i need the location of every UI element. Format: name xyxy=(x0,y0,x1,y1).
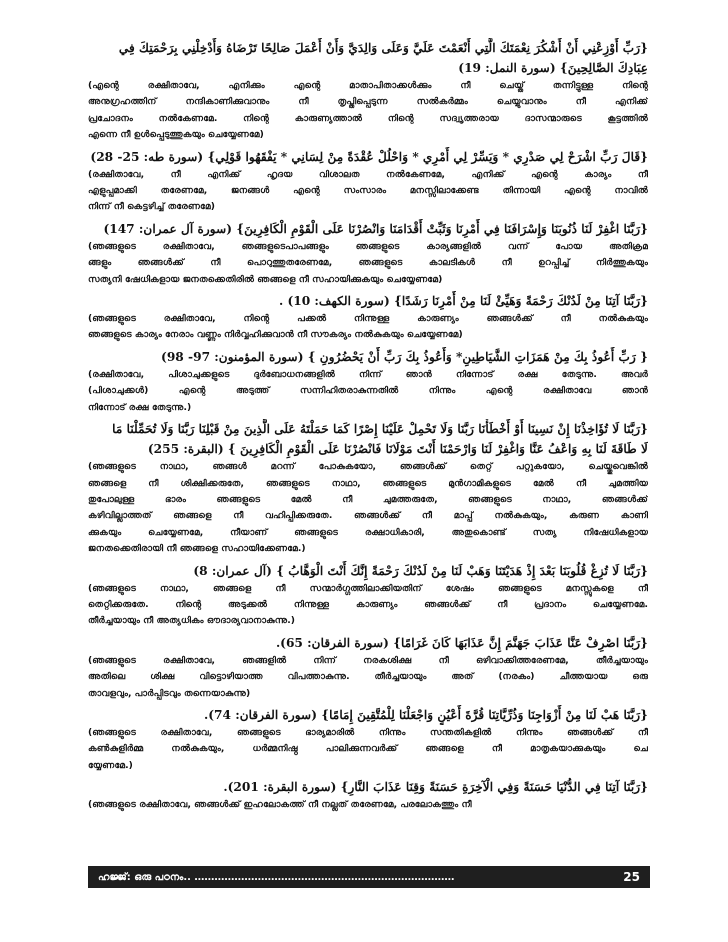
dua-block xyxy=(88,291,648,347)
malayalam-translation xyxy=(88,459,648,557)
translation-line: കഴിവില്ലാത്തത് ഞങ്ങളെ നീ വഹിപ്പിക്കരുതേ. ഞങ്ങൾക്ക് നീ മാപ്പ് നൽകുകയും, കരുണ കാണി xyxy=(88,510,648,522)
translation-line: (രക്ഷിതാവേ, പിശാചുക്കളുടെ ദുർബോധനങ്ങളിൽ നിന്ന് ഞാൻ നിന്നോട് രക്ഷ തേടുന്നു. അവർ xyxy=(88,368,648,380)
arabic-verse-line: {رَبَّنَا آتِنَا فِي الدُّنْيَا حَسَنَةً وَفِي الْآخِرَةِ حَسَنَةً وَقِنَا عَذَابَ النَّارِ} (سورة البقرة: 201). xyxy=(223,780,648,795)
malayalam-translation xyxy=(88,725,648,774)
dua-block xyxy=(88,561,648,633)
dua-block xyxy=(88,777,648,816)
malayalam-translation xyxy=(88,167,648,216)
translation-line: (ഞങ്ങളുടെ രക്ഷിതാവേ, ഞങ്ങളുടെ ഭാര്യമാരിൽ നിന്നും സന്തതികളിൽ നിന്നും ഞങ്ങൾക്ക് നീ xyxy=(88,726,648,738)
translation-line: തീർച്ചയായും നീ അത്യധികം ഔദാര്യവാനാകുന്നു.) xyxy=(88,615,295,627)
translation-line: (രക്ഷിതാവേ, നീ എനിക്ക് ഹൃദയ വിശാലത നൽകേണമേ, എനിക്ക് എന്റെ കാര്യം നീ xyxy=(88,168,648,180)
malayalam-translation xyxy=(88,367,648,416)
translation-line: ക്കുകയും ചെയ്യേണമേ, നീയാണ് ഞങ്ങളുടെ രക്ഷാധികാരി, അതുകൊണ്ട് സത്യ നിഷേധികളായ xyxy=(88,526,648,538)
dua-block xyxy=(88,38,648,147)
translation-line: നിന്ന് നീ കെട്ടഴിച്ച് തരേണമേ) xyxy=(88,201,215,213)
translation-line: (ഞങ്ങളുടെ നാഥാ, ഞങ്ങൾ മറന്ന് പോകുകയോ, ഞങ്ങൾക്ക് തെറ്റ് പറ്റുകയോ, ചെയ്തുവെങ്കിൽ xyxy=(88,461,648,473)
translation-line: യ്യേണമേ.) xyxy=(88,759,133,771)
arabic-verse-line: {رَبَّنَا هَبْ لَنَا مِنْ أَزْوَاجِنَا وَذُرِّيَّاتِنَا قُرَّةَ أَعْيُنٍ وَاجْعَلْنَا لِلْمُتَّقِينَ إِمَامًا} (سورة الفرقان: 74). xyxy=(204,707,648,722)
translation-line: താവളവും, പാർപ്പിടവും തന്നെയാകുന്നു) xyxy=(88,687,251,699)
translation-line: അനുഗ്രഹത്തിന് നന്ദികാണിക്കുവാനും നീ തൃപ്തിപ്പെടുന്ന സൽകർമ്മം ചെയ്യുവാനും നീ എനിക്ക് xyxy=(88,96,648,108)
translation-line: ഞങ്ങളെ നീ ശിക്ഷിക്കരുതേ, ഞങ്ങളുടെ നാഥാ, ഞങ്ങളുടെ മുൻഗാമികളുടെ മേൽ നീ ചുമത്തിയ xyxy=(88,477,648,489)
dua-block xyxy=(88,147,648,219)
malayalam-translation xyxy=(88,239,648,288)
translation-line: (ഞങ്ങളുടെ രക്ഷിതാവേ, ഞങ്ങൾക്ക് ഇഹലോകത്ത് നീ നല്ലത് തരേണമേ, പരലോകത്തും നീ xyxy=(88,799,472,811)
translation-line: എളുപ്പമാക്കി തരേണമേ, ജനങ്ങൾ എന്റെ സംസാരം മനസ്സിലാക്കേണ്ട തിന്നായി എന്റെ നാവിൽ xyxy=(88,185,648,197)
arabic-verse-line: {قَالَ رَبِّ اشْرَحْ لِي صَدْرِي * وَيَسِّرْ لِي أَمْرِي * وَاحْلُلْ عُقْدَةً مِنْ لِسَانِي * يَفْقَهُوا قَوْلِي} (سورة طه: 25- 28) xyxy=(90,149,648,164)
dua-block xyxy=(88,347,648,419)
arabic-verse-line: {رَبِّ أَوْزِعْنِي أَنْ أَشْكُرَ نِعْمَتَكَ الَّتِي أَنْعَمْتَ عَلَيَّ وَعَلَى وَالِدَيَّ وَأَنْ أَعْمَلَ صَالِحًا تَرْضَاهُ وَأَدْخِلْنِي بِرَحْمَتِكَ فِي xyxy=(118,41,648,55)
malayalam-translation xyxy=(88,581,648,630)
arabic-verse-line: {رَبَّنَا لَا تُزِغْ قُلُوبَنَا بَعْدَ إِذْ هَدَيْتَنَا وَهَبْ لَنَا مِنْ لَدُنْكَ رَحْمَةً إِنَّكَ أَنْتَ الْوَهَّابُ } (آل عمران: 8) xyxy=(193,563,648,578)
arabic-verse-line: { رَبِّ أَعُوذُ بِكَ مِنْ هَمَزَاتِ الشَّيَاطِينِ* وَأَعُوذُ بِكَ رَبِّ أَنْ يَحْضُرُونِ } (سورة المؤمنون: 97- 98) xyxy=(161,349,648,364)
arabic-verse-line: {رَبَّنَا آتِنَا مِنْ لَدُنْكَ رَحْمَةً وَهَيِّئْ لَنَا مِنْ أَمْرِنَا رَشَدًا} (سورة الكهف: 10) . xyxy=(278,294,648,309)
arabic-verse-line: عِبَادِكَ الصَّالِحِينَ} (سورة النمل: 19) xyxy=(458,61,648,75)
translation-line: (പിശാചുക്കൾ) എന്റെ അടുത്ത് സന്നിഹിതരാകുന്നതിൽ നിന്നും എന്റെ രക്ഷിതാവേ ഞാൻ xyxy=(88,385,648,397)
dua-block xyxy=(88,705,648,777)
footer-title: ഹജ്ജ്: ഒരു പഠനം.. …………………………………………………………………… xyxy=(98,871,455,883)
translation-line: (ഞങ്ങളുടെ രക്ഷിതാവേ, നിന്റെ പക്കൽ നിന്നുള്ള കാരുണ്യം ഞങ്ങൾക്ക് നീ നൽകുകയും xyxy=(88,313,648,325)
translation-line: (ഞങ്ങളുടെ രക്ഷിതാവേ, ഞങ്ങളുടെപാപങ്ങളും ഞങ്ങളുടെ കാര്യങ്ങളിൽ വന്ന് പോയ അതിക്രമ xyxy=(88,240,648,252)
translation-line: തെറ്റിക്കരുതേ. നിന്റെ അടുക്കൽ നിന്നുള്ള കാരുണ്യം ഞങ്ങൾക്ക് നീ പ്രദാനം ചെയ്യേണമേ. xyxy=(88,598,648,610)
translation-line: നിന്നോട് രക്ഷ തേടുന്നു.) xyxy=(88,401,192,413)
arabic-verse-line: {رَبَّنَا اصْرِفْ عَنَّا عَذَابَ جَهَنَّمَ إِنَّ عَذَابَهَا كَانَ غَرَامًا} (سورة الفرقان: 65). xyxy=(275,635,648,650)
translation-line: ങ്ങളും ഞങ്ങൾക്ക് നീ പൊറുത്തുതരേണമേ, ഞങ്ങളുടെ കാലടികൾ നീ ഉറപ്പിച്ച് നിർത്തുകയും xyxy=(88,257,648,269)
translation-line: അതിലെ ശിക്ഷ വിട്ടൊഴിയാത്ത വിപത്താകുന്നു. തീർച്ചയായും അത് (നരകം) ചീത്തയായ ഒരു xyxy=(88,671,648,683)
translation-line: ജനതക്കെതിരായി നീ ഞങ്ങളെ സഹായിക്കേണമേ.) xyxy=(88,543,306,555)
malayalam-translation xyxy=(88,311,648,344)
dua-block xyxy=(88,633,648,705)
arabic-verse-line: لَا طَاقَةَ لَنَا بِهِ وَاعْفُ عَنَّا وَاغْفِرْ لَنَا وَارْحَمْنَا أَنْتَ مَوْلَانَا فَانْصُرْنَا عَلَى الْقَوْمِ الْكَافِرِينَ } (البقرة: 255) xyxy=(147,442,648,457)
malayalam-translation xyxy=(88,78,648,144)
malayalam-translation xyxy=(88,797,648,813)
translation-line: (എന്റെ രക്ഷിതാവേ, എനിക്കും എന്റെ മാതാപിതാക്കൾക്കും നീ ചെയ്ത് തന്നിട്ടുള്ള നിന്റെ xyxy=(88,80,648,91)
translation-line: സത്യനി ഷേധികളായ ജനതക്കെതിരിൽ ഞങ്ങളെ നീ സഹായിക്കുകയും ചെയ്യേണമേ) xyxy=(88,273,443,285)
arabic-verse-line: {رَبَّنَا لَا تُؤَاخِذْنَا إِنْ نَسِينَا أَوْ أَخْطَأْنَا رَبَّنَا وَلَا تَحْمِلْ عَلَيْنَا إِصْرًا كَمَا حَمَلْتَهُ عَلَى الَّذِينَ مِنْ قَبْلِنَا رَبَّنَا وَلَا تُحَمِّلْنَا مَا xyxy=(112,422,648,437)
page-footer xyxy=(88,866,650,888)
translation-line: (ഞങ്ങളുടെ രക്ഷിതാവേ, ഞങ്ങളിൽ നിന്ന് നരകശിക്ഷ നീ ഒഴിവാക്കിത്തരേണമേ, തീർച്ചയായും xyxy=(88,654,648,666)
page-number: 25 xyxy=(623,870,640,884)
malayalam-translation xyxy=(88,653,648,702)
translation-line: പ്രചോദനം നൽകേണമേ. നിന്റെ കാരുണ്യത്താൽ നിന്റെ സദ്വൃത്തരായ ദാസന്മാരുടെ കൂട്ടത്തിൽ xyxy=(88,112,648,124)
translation-line: (ഞങ്ങളുടെ നാഥാ, ഞങ്ങളെ നീ സന്മാർഗ്ഗത്തിലാക്കിയതിന് ശേഷം ഞങ്ങളുടെ മനസ്സുകളെ നീ xyxy=(88,582,648,594)
translation-line: തുപോലുള്ള ഭാരം ഞങ്ങളുടെ മേൽ നീ ചുമത്തരുതേ, ഞങ്ങളുടെ നാഥാ, ഞങ്ങൾക്ക് xyxy=(88,493,648,505)
dua-block xyxy=(88,219,648,291)
translation-line: ഞങ്ങളുടെ കാര്യം നേരാം വണ്ണം നിർവ്വഹിക്കുവാൻ നീ സൗകര്യം നൽകുകയും ചെയ്യേണമേ) xyxy=(88,329,463,341)
document-page xyxy=(88,38,648,817)
arabic-verse-line: {رَبَّنَا اغْفِرْ لَنَا ذُنُوبَنَا وَإِسْرَافَنَا فِي أَمْرِنَا وَثَبِّتْ أَقْدَامَنَا وَانْصُرْنَا عَلَى الْقَوْمِ الْكَافِرِينَ} (سورة آل عمران: 147) xyxy=(103,221,648,236)
dua-block xyxy=(88,419,648,560)
translation-line: കൺകുളിർമ്മ നൽകുകയും, ധർമ്മനിഷ്ഠ പാലിക്കുന്നവർക്ക് ഞങ്ങളെ നീ മാതൃകയാക്കുകയും ചെ xyxy=(88,743,648,755)
translation-line: എന്നെ നീ ഉൾപ്പെടുത്തുകയും ചെയ്യേണമേ) xyxy=(88,129,264,141)
